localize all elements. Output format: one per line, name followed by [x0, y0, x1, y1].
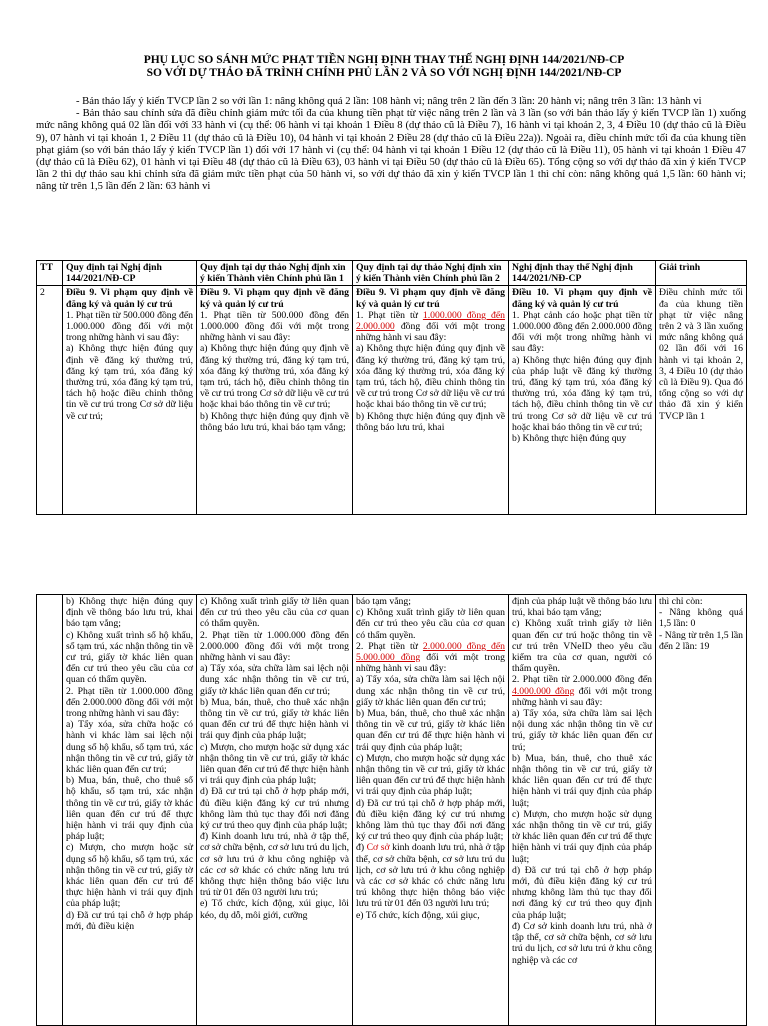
title-line-2: SO VỚI DỰ THẢO ĐÃ TRÌNH CHÍNH PHỦ LẦN 2 VÀ SO VỚI NGHỊ ĐỊNH 144/2021/NĐ-CP: [146, 67, 622, 79]
cell-replacement-decree: [509, 286, 656, 515]
comparison-table-continued: [36, 594, 747, 1026]
table-row: [37, 595, 747, 1026]
highlighted-fine: 1.000.000 đồng đến 2.000.000: [356, 309, 505, 333]
title-line-1: PHỤ LỤC SO SÁNH MỨC PHẠT TIỀN NGHỊ ĐỊNH THAY THẾ NGHỊ ĐỊNH 144/2021/NĐ-CP: [143, 54, 625, 66]
cell-decree-144: b) Không thực hiện đúng quy định về thông báo lưu trú, khai báo tạm vắng; c) Không xuất trình sổ hộ khẩu, sổ tạm trú, xác nhận thông tin về cư trú, giấy tờ khác liên quan đến cư trú theo yêu cầu của cơ quan có thẩm quyền. 2. Phạt tiền từ 1.000.000 đồng đến 2.000.000 đồng đối với một trong những hành vi sau đây: a) Tẩy xóa, sửa chữa hoặc có hành vi khác làm sai lệch nội dung sổ hộ khẩu, sổ tạm trú, xác nhận thông tin về cư trú, giấy tờ khác liên quan đến cư trú; b) Mua, bán, thuê, cho thuê sổ hộ khẩu, sổ tạm trú, xác nhận thông tin về cư trú, giấy tờ khác liên quan đến cư trú để thực hiện hành vi trái quy định của pháp luật; c) Mượn, cho mượn hoặc sử dụng sổ hộ khẩu, sổ tạm trú, xác nhận thông tin về cư trú, giấy tờ khác liên quan đến cư trú để thực hiện hành vi trái quy định của pháp luật; d) Đã cư trú tại chỗ ở hợp pháp mới, đủ điều kiện: [63, 595, 197, 1026]
cell-replacement-decree: [509, 595, 656, 1026]
cell-draft-1: c) Không xuất trình giấy tờ liên quan đến cư trú theo yêu cầu của cơ quan có thẩm quyền. 2. Phạt tiền từ 1.000.000 đồng đến 2.000.000 đồng đối với một trong những hành vi sau đây: a) Tẩy xóa, sửa chữa làm sai lệch nội dung xác nhận thông tin về cư trú, giấy tờ khác liên quan đến cư trú; b) Mua, bán, thuê, cho thuê xác nhận thông tin về cư trú, giấy tờ khác liên quan đến cư trú để thực hiện hành vi trái quy định của pháp luật; c) Mượn, cho mượn hoặc sử dụng xác nhận thông tin về cư trú, giấy tờ khác liên quan đến cư trú để thực hiện hành vi trái quy định của pháp luật; d) Đã cư trú tại chỗ ở hợp pháp mới, đủ điều kiện đăng ký cư trú nhưng không làm thủ tục thay đổi nơi đăng ký cư trú theo quy định của pháp luật; đ) Kinh doanh lưu trú, nhà ở tập thể, cơ sở chữa bệnh, cơ sở lưu trú du lịch, cơ sở lưu trú ở khu công nghiệp và các cơ sở khác có chức năng lưu trú không thực hiện thông báo việc lưu trú từ 01 đến 03 người lưu trú; e) Tổ chức, kích động, xúi giục, lôi kéo, dụ dỗ, môi giới, cưỡng: [197, 595, 353, 1026]
article-body: [356, 310, 505, 433]
cell-draft-2: [353, 286, 509, 515]
header-decree-144: Quy định tại Nghị định 144/2021/NĐ-CP: [63, 261, 197, 286]
text-run: định của pháp luật về thông báo lưu trú, khai báo tạm vắng; c) Không xuất trình giấy tờ liên quan đến cư trú hoặc thông tin về cư trú trên VNeID theo yêu cầu kiểm tra của cơ quan, người có thẩm quyền. 2. Phạt tiền từ 2.000.000 đồng đến: [512, 596, 652, 686]
document-title: [0, 54, 768, 80]
header-explanation: Giải trình: [656, 261, 747, 286]
header-draft-1: Quy định tại dự thảo Nghị định xin ý kiến Thành viên Chính phủ lần 1: [197, 261, 353, 286]
row-number: [37, 595, 63, 1026]
article-body: 1. Phạt tiền từ 500.000 đồng đến 1.000.000 đồng đối với một trong những hành vi sau đây: a) Không thực hiện đúng quy định về đăng ký thường trú, đăng ký tạm trú, xóa đăng ký thường trú, xóa đăng ký tạm trú, tách hộ hoặc điều chỉnh thông tin về cư trú trong Cơ sở dữ liệu về cư trú;: [66, 309, 193, 422]
table-header-row: [37, 261, 747, 286]
text-run: báo tạm vắng; c) Không xuất trình giấy tờ liên quan đến cư trú theo yêu cầu của cơ quan có thẩm quyền. 2. Phạt tiền từ: [356, 596, 505, 652]
intro-paragraph-2: - Bản thảo sau chính sửa đã điều chỉnh giảm mức tối đa của khung tiền phạt từ việc nâng trên 2 lần và 3 lần (so với bản thảo lấy ý kiến TVCP lần 1) xuống mức nâng không quá 02 lần đối với 33 hành vi (cụ thể: 06 hành vi tại khoản 1 Điều 8 (dự thảo cũ là Điều 7), 16 hành vi tại khoản 2, 3, 4 Điều 10 (dự thảo cũ là Điều 9), 07 hành vi tại khoản 1, 2 Điều 11 (dự thảo cũ là Điều 10), 04 hành vi tại khoản 2 Điều 28 (dự thảo cũ là Điều 22a)). Ngoài ra, điều chỉnh mức tối đa của khung tiền phạt giảm (so với bản thảo lấy ý kiến TVCP lần 1) đối với 17 hành vi (cụ thể: 04 hành vi tại khoản 1 Điều 12 (dự thảo cũ là Điều 11), 05 hành vi tại khoản 1 Điều 47 (dự thảo cũ là Điều 62), 01 hành vi tại Điều 48 (dự thảo cũ là Điều 63), 03 hành vi tại Điều 50 (dự thảo cũ là Điều 65). Tổng cộng so với dự thảo đã xin ý kiến TVCP lần 2 thì dự thảo sau khi chỉnh sửa đã giảm mức tiền phạt của 50 hành vi, so với dự thảo đã xin ý kiến TVCP lần 1 thì chỉ còn: nâng không quá 1,5 lần: 60 hành vi; nâng từ trên 1,5 lần đến 2 lần: 63 hành vi: [36, 108, 746, 193]
article-body: 1. Phạt tiền từ 500.000 đồng đến 1.000.000 đồng đối với một trong những hành vi sau đây: a) Không thực hiện đúng quy định về đăng ký thường trú, đăng ký tạm trú, xóa đăng ký thường trú, xóa đăng ký tạm trú, tách hộ, điều chỉnh thông tin về cư trú trong Cơ sở dữ liệu về cư trú hoặc khai báo thông tin về cư trú; b) Không thực hiện đúng quy định về thông báo lưu trú, khai báo tạm vắng;: [200, 309, 349, 433]
cell-draft-2: [353, 595, 509, 1026]
cell-explanation: thì chỉ còn: - Nâng không quá 1,5 lần: 0 - Nâng từ trên 1,5 lần đến 2 lần: 19: [656, 595, 747, 1026]
article-body: 1. Phạt cảnh cáo hoặc phạt tiền từ 1.000.000 đồng đến 2.000.000 đồng đối với một trong những hành vi sau đây: a) Không thực hiện đúng quy định của pháp luật về đăng ký thường trú, đăng ký tạm trú, xóa đăng ký thường trú, xóa đăng ký tạm trú, tách hộ, điều chỉnh thông tin về cư trú trong Cơ sở dữ liệu về cư trú hoặc khai báo thông tin về cư trú; b) Không thực hiện đúng quy: [512, 309, 652, 445]
intro-section: [36, 96, 746, 194]
row-number: 2: [37, 286, 63, 515]
article-title: Điều 9. Vi phạm quy định về đăng ký và quản lý cư trú: [356, 287, 505, 310]
cell-draft-1: [197, 286, 353, 515]
article-title: Điều 9. Vi phạm quy định về đăng ký và quản lý cư trú: [66, 287, 193, 310]
article-title: Điều 10. Vi phạm quy định về đăng ký và quản lý cư trú: [512, 287, 652, 310]
header-replacement-decree: Nghị định thay thế Nghị định 144/2021/NĐ-CP: [509, 261, 656, 286]
article-title: Điều 9. Vi phạm quy định về đăng ký và quản lý cư trú: [200, 287, 349, 310]
cell-decree-144: [63, 286, 197, 515]
text-run: kinh doanh lưu trú, nhà ở tập thể, cơ sở chữa bệnh, cơ sở lưu trú du lịch, cơ sở lưu trú ở khu công nghiệp và các cơ sở khác có chức năng lưu trú không thực hiện thông báo việc lưu trú từ 01 đến 03 người lưu trú; e) Tổ chức, kích động, xúi giục,: [356, 842, 506, 921]
text-run: đối với một trong những hành vi sau đây: a) Tẩy xóa, sửa chữa làm sai lệch nội dung xác nhận thông tin về cư trú, giấy tờ khác liên quan đến cư trú; b) Mua, bán, thuê, cho thuê xác nhận thông tin về cư trú, giấy tờ khác liên quan đến cư trú để thực hiện hành vi trái quy định của pháp luật; c) Mượn, cho mượn hoặc sử dụng xác nhận thông tin về cư trú, giấy tờ khác liên quan đến cư trú để thực hiện hành vi trái quy định của pháp luật; d) Đã cư trú tại chỗ ở hợp pháp mới, đủ điều kiện đăng ký cư trú nhưng không làm thủ tục thay đổi nơi đăng ký cư trú theo quy định của pháp luật; đ): [356, 652, 505, 854]
text-run: đối với một trong những hành vi sau đây: a) Tẩy xóa, sửa chữa làm sai lệch nội dung xác nhận thông tin về cư trú, giấy tờ khác liên quan đến cư trú; b) Mua, bán, thuê, cho thuê xác nhận thông tin về cư trú, giấy tờ khác liên quan đến cư trú để thực hiện hành vi trái quy định của pháp luật; c) Mượn, cho mượn hoặc sử dụng xác nhận thông tin về cư trú, giấy tờ khác liên quan đến cư trú để thực hiện hành vi trái quy định của pháp luật; d) Đã cư trú tại chỗ ở hợp pháp mới, đủ điều kiện đăng ký cư trú nhưng không làm thủ tục thay đổi nơi đăng ký cư trú theo quy định của pháp luật; đ) Cơ sở kinh doanh lưu trú, nhà ở tập thể, cơ sở chữa bệnh, cơ sở lưu trú du lịch, cơ sở lưu trú ở khu công nghiệp và các cơ: [512, 685, 652, 966]
text-run: 1. Phạt tiền từ: [356, 309, 423, 321]
highlighted-term: Cơ sở: [366, 842, 390, 854]
intro-paragraph-1: - Bản thảo lấy ý kiến TVCP lần 2 so với lần 1: nâng không quá 2 lần: 108 hành vi; nâng trên 2 lần đến 3 lần: 20 hành vi; nâng trên 3 lần: 13 hành vi: [76, 96, 702, 107]
header-tt: TT: [37, 261, 63, 286]
text-run: đồng đối với một trong những hành vi sau đây: a) Không thực hiện đúng quy định về đăng ký thường trú, đăng ký tạm trú, xóa đăng ký thường trú, xóa đăng ký tạm trú, tách hộ, điều chỉnh thông tin về cư trú trong Cơ sở dữ liệu về cư trú hoặc khai báo thông tin về cư trú; b) Không thực hiện đúng quy định về thông báo lưu trú, khai: [356, 321, 505, 433]
highlighted-fine: 4.000.000 đồng: [512, 685, 575, 697]
table-row: [37, 286, 747, 515]
comparison-table: [36, 260, 747, 515]
header-draft-2: Quy định tại dự thảo Nghị định xin ý kiến Thành viên Chính phủ lần 2: [353, 261, 509, 286]
cell-explanation: Điều chỉnh mức tối đa của khung tiền phạt từ việc nâng trên 2 và 3 lần xuống mức nâng không quá 02 lần đối với 16 hành vi tại khoản 2, 3, 4 Điều 10 (dự thảo cũ là Điều 9). Qua đó tổng cộng so với dự thảo đã xin ý kiến TVCP lần 1: [656, 286, 747, 515]
highlighted-fine: 2.000.000 đồng đến 5.000.000 đồng: [356, 640, 505, 664]
